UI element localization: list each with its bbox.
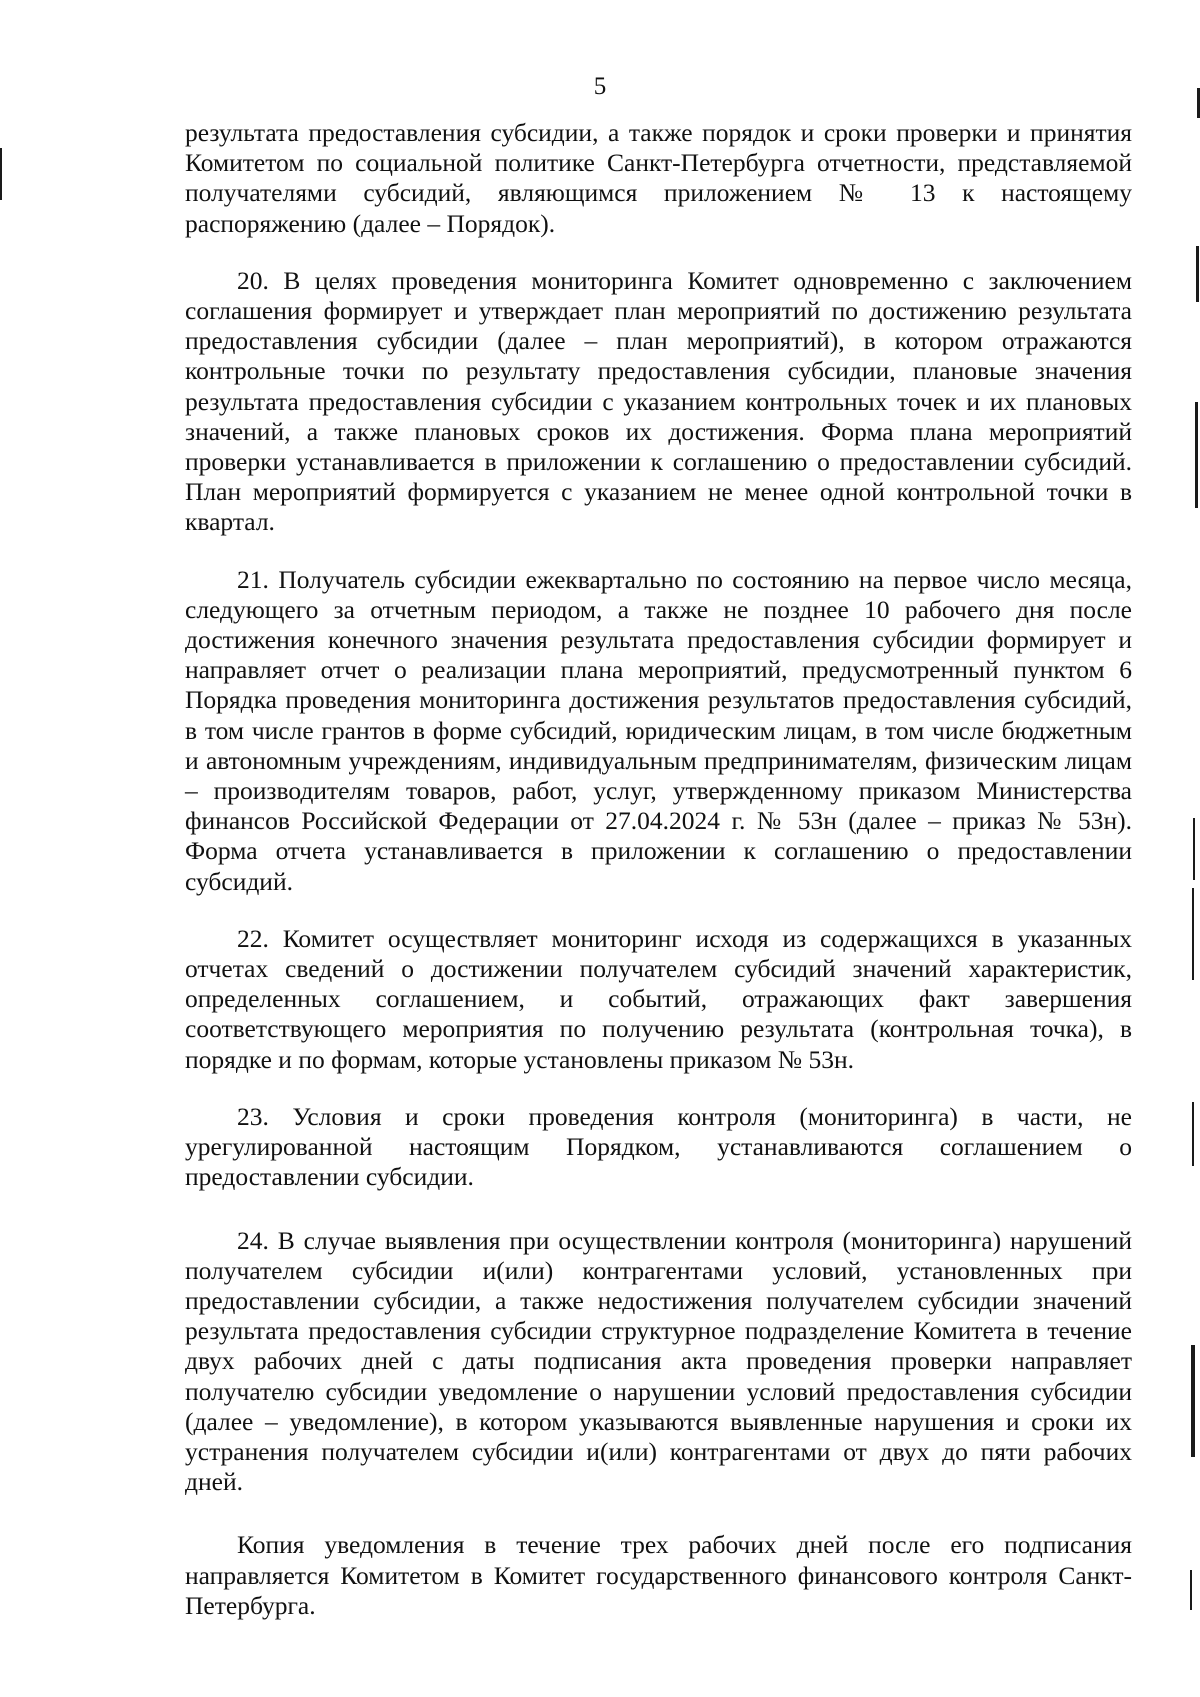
scan-edge-mark: [1192, 1102, 1194, 1166]
paragraph-24: 24. В случае выявления при осуществлении контроля (мониторинга) нарушений получателем субсидии и(или) контрагентами условий, установленных при предоставлении субсидии, а также недостижения получателем субсидии значений результата предоставления субсидии структурное подразделение Комитета в течение двух рабочих дней с даты подписания акта проведения проверки направляет получателю субсидии уведомление о нарушении условий предоставления субсидии (далее – уведомление), в котором указываются выявленные нарушения и сроки их устранения получателем субсидии и(или) контрагентами от двух до пяти рабочих дней.: [185, 1225, 1132, 1497]
scan-edge-mark: [1192, 888, 1194, 980]
scan-edge-mark: [1193, 818, 1195, 880]
scan-edge-mark: [1190, 1570, 1192, 1610]
scan-edge-mark: [1196, 246, 1199, 302]
paragraph-22: 22. Комитет осуществляет мониторинг исходя из содержащихся в указанных отчетах сведений о достижении получателем субсидий значений характеристик, определенных соглашением, и событий, отражающих факт завершения соответствующего мероприятия по получению результата (контрольная точка), в порядке и по формам, которые установлены приказом № 53н.: [185, 923, 1132, 1074]
paragraph-21: 21. Получатель субсидии ежеквартально по состоянию на первое число месяца, следующего за отчетным периодом, а также не позднее 10 рабочего дня после достижения конечного значения результата предоставления субсидии формирует и направляет отчет о реализации плана мероприятий, предусмотренный пунктом 6 Порядка проведения мониторинга достижения результатов предоставления субсидий, в том числе грантов в форме субсидий, юридическим лицам, в том числе бюджетным и автономным учреждениям, индивидуальным предпринимателям, физическим лицам – производителям товаров, работ, услуг, утвержденному приказом Министерства финансов Российской Федерации от 27.04.2024 г. № 53н (далее – приказ № 53н). Форма отчета устанавливается в приложении к соглашению о предоставлении субсидий.: [185, 564, 1132, 896]
document-body: [185, 118, 1132, 1629]
paragraph-20: 20. В целях проведения мониторинга Комитет одновременно с заключением соглашения формирует и утверждает план мероприятий по достижению результата предоставления субсидии (далее – план мероприятий), в котором отражаются контрольные точки по результату предоставления субсидии, плановые значения результата предоставления субсидии с указанием контрольных точек и их плановых значений, а также плановых сроков их достижения. Форма плана мероприятий проверки устанавливается в приложении к соглашению о предоставлении субсидий. План мероприятий формируется с указанием не менее одной контрольной точки в квартал.: [185, 265, 1132, 537]
page-number: 5: [593, 73, 607, 100]
scan-edge-mark: [0, 148, 2, 200]
scan-edge-mark: [1191, 1345, 1195, 1457]
paragraph-23: 23. Условия и сроки проведения контроля (мониторинга) в части, не урегулированной настоящим Порядком, устанавливаются соглашением о предоставлении субсидии.: [185, 1101, 1132, 1192]
paragraph-copy-notice: Копия уведомления в течение трех рабочих дней после его подписания направляется Комитетом в Комитет государственного финансового контроля Санкт-Петербурга.: [185, 1530, 1132, 1620]
paragraph-continuation: результата предоставления субсидии, а также порядок и сроки проверки и принятия Комитетом по социальной политике Санкт-Петербурга отчетности, представляемой получателями субсидий, являющимся приложением № 13 к настоящему распоряжению (далее – Порядок).: [185, 118, 1132, 238]
scan-edge-mark: [1195, 402, 1198, 508]
